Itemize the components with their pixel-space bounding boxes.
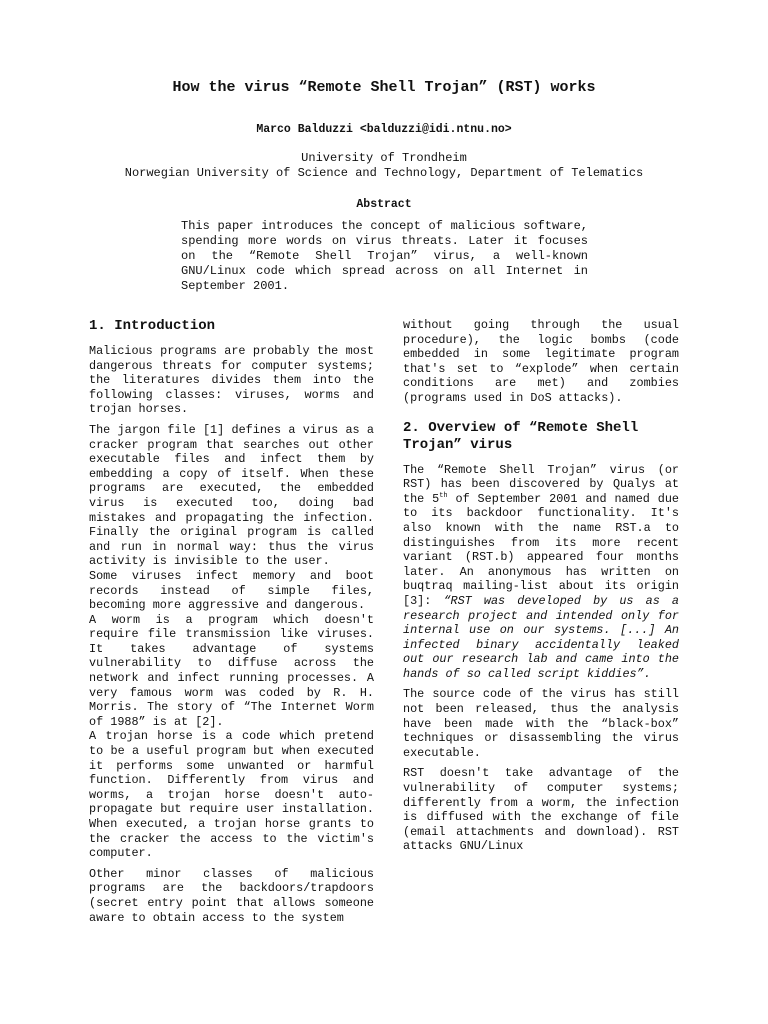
overview-paragraph-1 bbox=[403, 463, 679, 682]
abstract-text: This paper introduces the concept of malicious software, spending more words on virus threats. Later it focuses on the “Remote Shell Trojan” virus, a well-known GNU/Linux code which spread across on all Internet in September 2001. bbox=[181, 219, 588, 293]
overview-p1-text: The “Remote Shell Trojan” virus (or RST) has been discovered by Qualys at the 5 bbox=[403, 462, 679, 506]
overview-paragraph-3: RST doesn't take advantage of the vulnerability of computer systems; differently from a worm, the infection is diffused with the exchange of file (email attachments and download). RST attacks GNU/Linux bbox=[403, 766, 679, 854]
overview-p1-text-cont: of September 2001 and named due to its backdoor functionality. It's also known with the name RST.a to distinguishes from its more recent variant (RST.b) appeared four months later. An anonymous has written on buqtraq mailing-list about its origin [3]: bbox=[403, 491, 679, 608]
intro-paragraph-4: A worm is a program which doesn't require file transmission like viruses. It takes advantage of systems vulnerability to diffuse across the network and infect running processes. A very famous worm was coded by R. H. Morris. The story of “The Internet Worm of 1988” is at [2]. bbox=[89, 612, 374, 729]
ordinal-superscript: th bbox=[439, 491, 448, 500]
intro-paragraph-3: Some viruses infect memory and boot records instead of simple files, becoming more aggressive and dangerous. bbox=[89, 568, 374, 613]
author-line: Marco Balduzzi <balduzzi@idi.ntnu.no> bbox=[256, 123, 512, 136]
intro-paragraph-6: Other minor classes of malicious programs are the backdoors/trapdoors (secret entry point that allows someone aware to obtain access to the system bbox=[89, 866, 374, 925]
section-1-heading: 1. Introduction bbox=[89, 318, 216, 334]
section-2-heading: 2. Overview of “Remote Shell Trojan” virus bbox=[403, 419, 639, 453]
left-column bbox=[89, 316, 374, 931]
paper-title: How the virus “Remote Shell Trojan” (RST) works bbox=[172, 79, 596, 96]
abstract-heading: Abstract bbox=[356, 198, 412, 211]
origin-quote: “RST was developed by us as a research project and intended only for internal use on our systems. [...] An infected binary accidentally leaked out our research lab and came into the hands of so called script kiddies”. bbox=[403, 593, 679, 681]
affiliation-line-1: University of Trondheim bbox=[301, 151, 467, 165]
overview-paragraph-2: The source code of the virus has still not been released, thus the analysis have been made with the “black-box” techniques or disassembling the virus executable. bbox=[403, 687, 679, 760]
intro-paragraph-5: A trojan horse is a code which pretend to be a useful program but when executed it performs some unwanted or harmful function. Differently from virus and worms, a trojan horse doesn't auto-propagate but require user installation. When executed, a trojan horse grants to the cracker the access to the victim's computer. bbox=[89, 729, 374, 861]
right-column bbox=[403, 318, 679, 860]
intro-paragraph-6-continued: without going through the usual procedure), the logic bombs (code embedded in some legitimate program that's set to “explode” when certain conditions are met) and zombies (programs used in DoS attacks). bbox=[403, 318, 679, 405]
intro-paragraph-2: The jargon file [1] defines a virus as a cracker program that searches out other executable files and infect them by embedding a copy of itself. When these programs are executed, the embedded virus is executed too, doing bad mistakes and propagating the infection. Finally the original program is called and run in normal way: thus the virus activity is invisible to the user. bbox=[89, 422, 374, 569]
affiliation bbox=[0, 151, 768, 181]
affiliation-line-2: Norwegian University of Science and Technology, Department of Telematics bbox=[124, 166, 644, 180]
intro-paragraph-1: Malicious programs are probably the most dangerous threats for computer systems; the literatures divides them into the following classes: viruses, worms and trojan horses. bbox=[89, 344, 374, 417]
